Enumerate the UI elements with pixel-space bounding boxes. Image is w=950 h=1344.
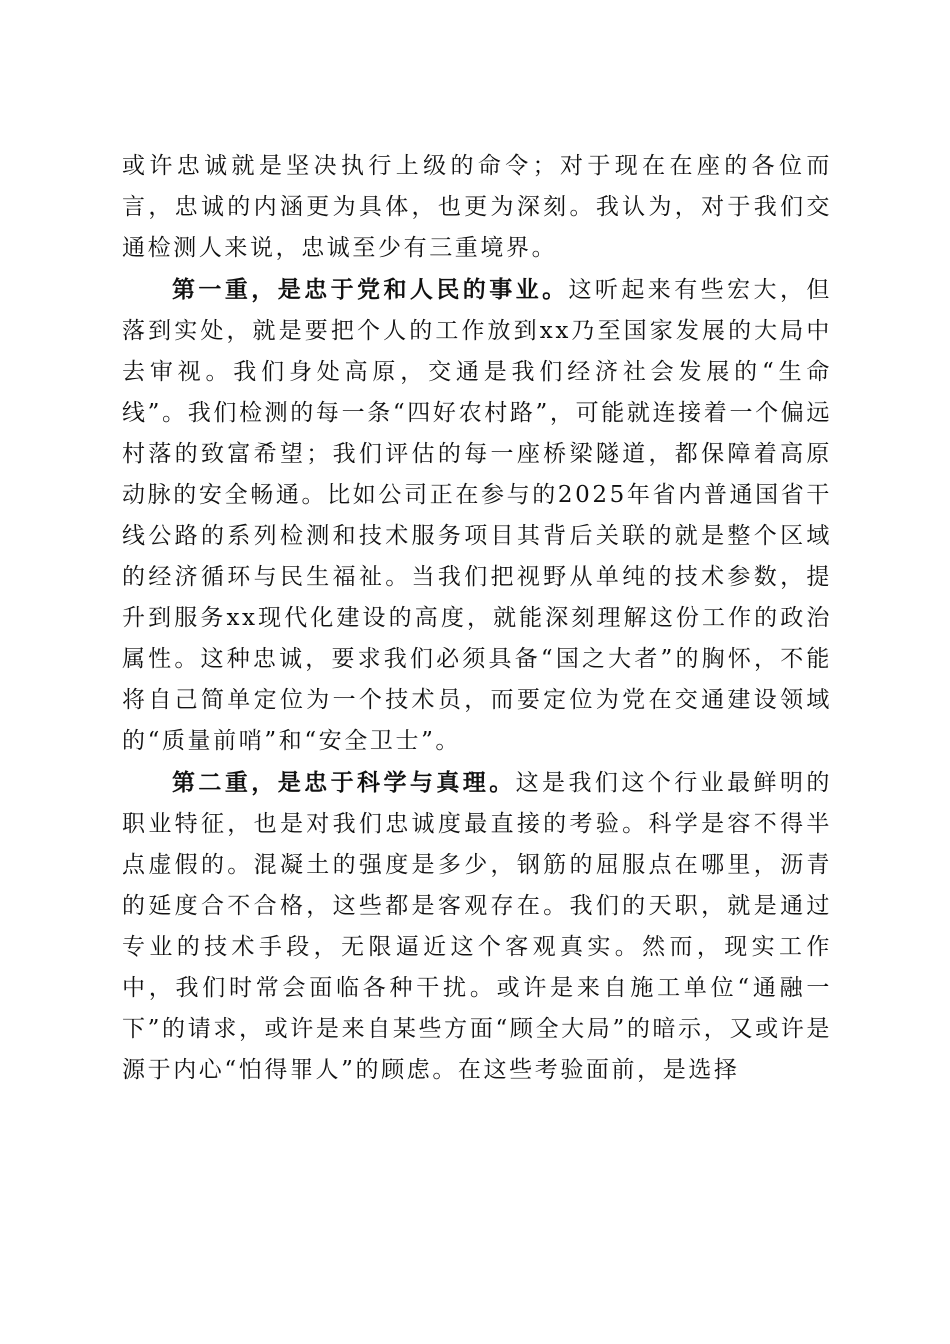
document-body	[122, 146, 832, 1091]
paragraph-2-text: 这听起来有些宏大，但落到实处，就是要把个人的工作放到xx乃至国家发展的大局中去审视。我们身处高原，交通是我们经济社会发展的“生命线”。我们检测的每一条“四好农村路”，可能就连接着一个偏远村落的致富希望；我们评估的每一座桥梁隧道，都保障着高原动脉的安全畅通。比如公司正在参与的2025年省内普通国省干线公路的系列检测和技术服务项目其背后关联的就是整个区域的经济循环与民生福祉。当我们把视野从单纯的技术参数，提升到服务xx现代化建设的高度，就能深刻理解这份工作的政治属性。这种忠诚，要求我们必须具备“国之大者”的胸怀，不能将自己简单定位为一个技术员，而要定位为党在交通建设领域的“质量前哨”和“安全卫士”。	[122, 277, 832, 754]
paragraph-2-lead: 第一重，是忠于党和人民的事业。	[172, 276, 569, 303]
paragraph-2	[122, 269, 832, 762]
paragraph-1	[122, 146, 832, 269]
paragraph-3-lead: 第二重，是忠于科学与真理。	[172, 769, 516, 796]
paragraph-3	[122, 762, 832, 1091]
paragraph-1-text: 或许忠诚就是坚决执行上级的命令；对于现在在座的各位而言，忠诚的内涵更为具体，也更为深刻。我认为，对于我们交通检测人来说，忠诚至少有三重境界。	[122, 153, 832, 261]
paragraph-3-text: 这是我们这个行业最鲜明的职业特征，也是对我们忠诚度最直接的考验。科学是容不得半点虚假的。混凝土的强度是多少，钢筋的屈服点在哪里，沥青的延度合不合格，这些都是客观存在。我们的天职，就是通过专业的技术手段，无限逼近这个客观真实。然而，现实工作中，我们时常会面临各种干扰。或许是来自施工单位“通融一下”的请求，或许是来自某些方面“顾全大局”的暗示，又或许是源于内心“怕得罪人”的顾虑。在这些考验面前，是选择	[122, 770, 832, 1083]
